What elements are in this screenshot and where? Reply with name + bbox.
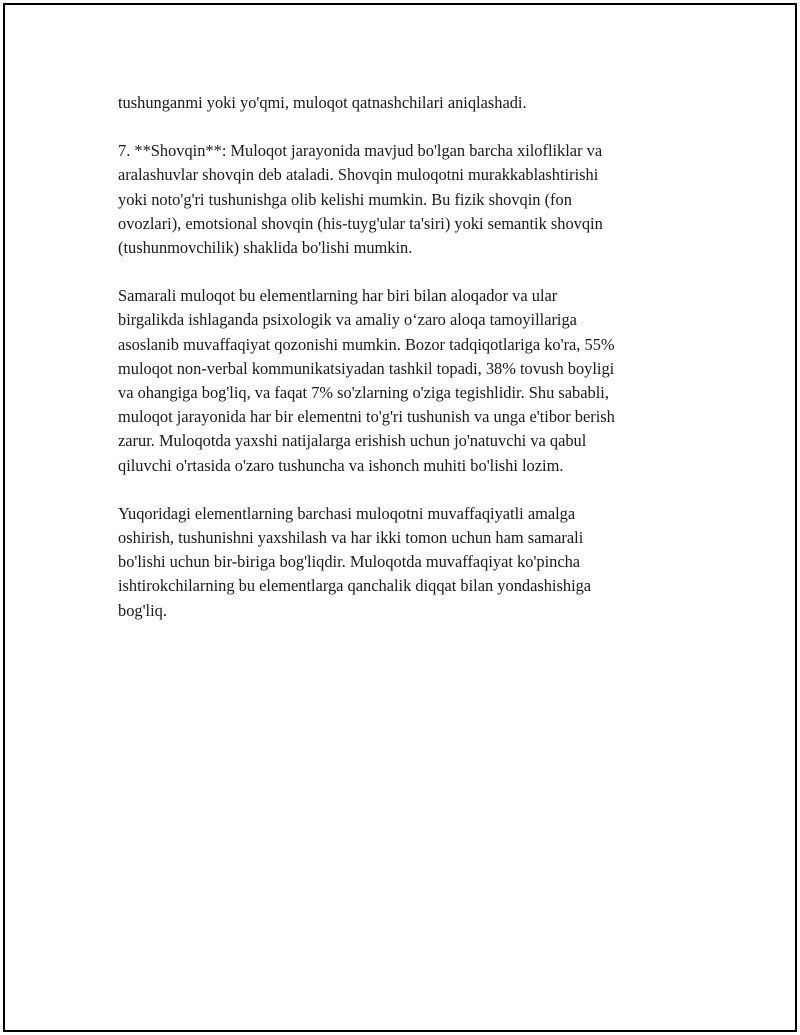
- text-line: bog'liq.: [118, 600, 167, 620]
- paragraph-2: [118, 139, 698, 260]
- text-line: (tushunmovchilik) shaklida bo'lishi mumkin.: [118, 238, 413, 258]
- text-line: tushunganmi yoki yo'qmi, muloqot qatnashchilari aniqlashadi.: [118, 93, 527, 112]
- text-line: aralashuvlar shovqin deb ataladi. Shovqin muloqotni murakkablashtirishi: [118, 165, 599, 185]
- text-line: asoslanib muvaffaqiyat qozonishi mumkin. Bozor tadqiqotlariga ko'ra, 55%: [118, 334, 615, 354]
- text-line: muloqot non-verbal kommunikatsiyadan tashkil topadi, 38% tovush boyligi: [118, 358, 615, 378]
- document-body: [118, 91, 698, 647]
- text-line: bo'lishi uchun bir-biriga bog'liqdir. Muloqotda muvaffaqiyat ko'pincha: [118, 552, 581, 572]
- text-line: ovozlari), emotsional shovqin (his-tuyg'ular ta'siri) yoki semantik shovqin: [118, 213, 603, 233]
- text-line: ishtirokchilarning bu elementlarga qanchalik diqqat bilan yondashishiga: [118, 576, 592, 596]
- paragraph-1: [118, 91, 698, 115]
- text-line: zarur. Muloqotda yaxshi natijalarga erishish uchun jo'natuvchi va qabul: [118, 431, 587, 451]
- text-line: Yuqoridagi elementlarning barchasi muloqotni muvaffaqiyatli amalga: [118, 503, 576, 523]
- paragraph-4: [118, 502, 698, 623]
- text-line: birgalikda ishlaganda psixologik va amaliy o‘zaro aloqa tamoyillariga: [118, 310, 577, 330]
- text-line: va ohangiga bog'liq, va faqat 7% so'zlarning o'ziga tegishlidir. Shu sababli,: [118, 383, 609, 403]
- text-line: yoki noto'g'ri tushunishga olib kelishi mumkin. Bu fizik shovqin (fon: [118, 189, 572, 209]
- text-line: muloqot jarayonida har bir elementni to'g'ri tushunish va unga e'tibor berish: [118, 407, 615, 427]
- paragraph-3: [118, 284, 698, 478]
- text-line: oshirish, tushunishni yaxshilash va har ikki tomon uchun ham samarali: [118, 528, 584, 548]
- text-line: qiluvchi o'rtasida o'zaro tushuncha va ishonch muhiti bo'lishi lozim.: [118, 455, 564, 475]
- text-line: 7. **Shovqin**: Muloqot jarayonida mavjud bo'lgan barcha xilofliklar va: [118, 141, 603, 161]
- text-line: Samarali muloqot bu elementlarning har biri bilan aloqador va ular: [118, 286, 558, 306]
